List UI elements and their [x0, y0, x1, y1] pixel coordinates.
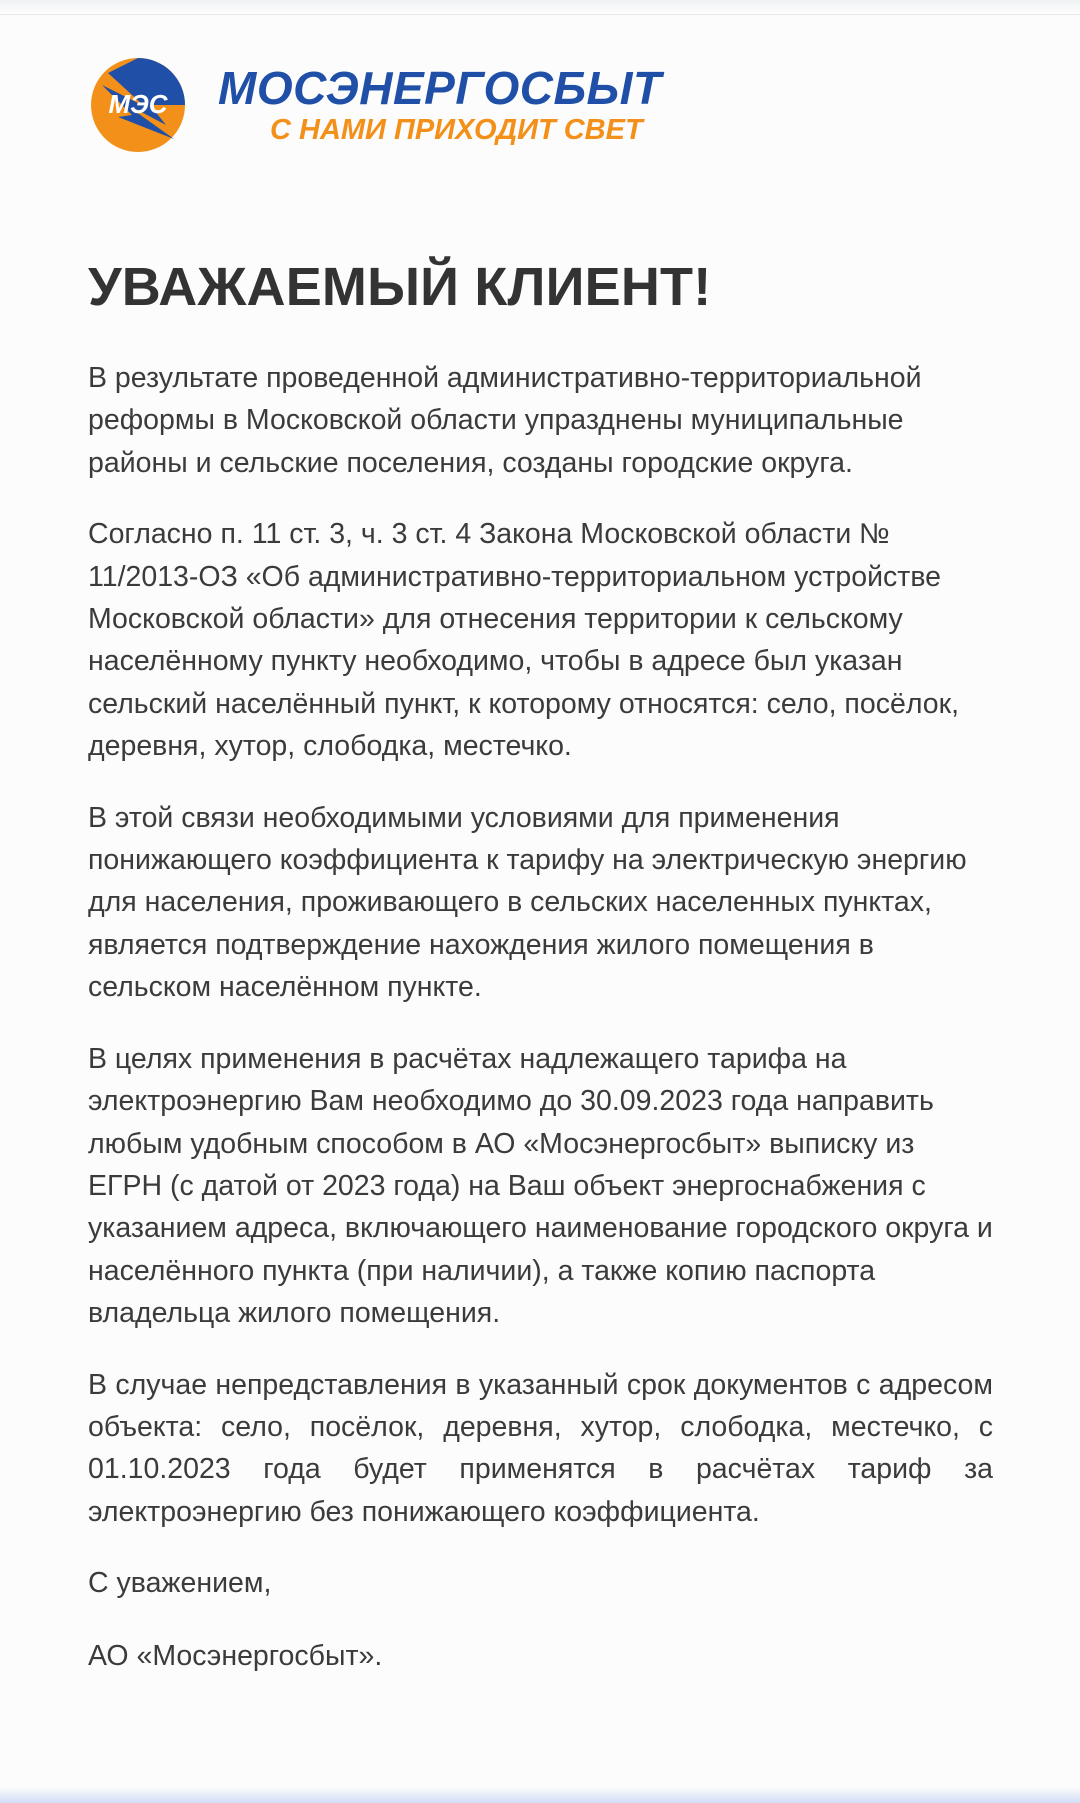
brand-name: МОСЭНЕРГОСБЫТ	[218, 62, 662, 114]
brand-tagline: С НАМИ ПРИХОДИТ СВЕТ	[270, 114, 643, 146]
mes-logo-icon	[88, 55, 188, 155]
logo-mark-text: МЭС	[108, 89, 168, 119]
paragraph-reform: В результате проведенной административно-территориальной реформы в Московской области упразднены муниципальные районы и сельские поселения, созданы городские округа.	[88, 362, 922, 479]
signature: АО «Мосэнергосбыт».	[88, 1639, 383, 1672]
paragraph-law: Согласно п. 11 ст. 3, ч. 3 ст. 4 Закона Московской области № 11/2013-ОЗ «Об административно-территориальном устройстве Московской области» для отнесения территории к сельскому населённому пункту необходимо, чтобы в адресе был указан сельский населённый пункт, к которому относятся: село, посёлок, деревня, хутор, слободка, местечко.	[88, 518, 960, 763]
bottom-edge	[0, 1787, 1080, 1803]
letter-body	[88, 255, 993, 1677]
top-edge	[0, 0, 1080, 15]
brand-block	[218, 63, 662, 147]
letter-header	[88, 55, 662, 155]
paragraph-consequence: В случае непредставления в указанный срок документов с адресом объекта: село, посёлок, деревня, хутор, слободка, местечко, с 01.10.2023 года будет применятся в расчётах тариф за электроэнергию без понижающего коэффициента.	[88, 1368, 993, 1528]
greeting-heading: УВАЖАЕМЫЙ КЛИЕНТ!	[88, 257, 712, 317]
signoff: С уважением,	[88, 1567, 272, 1600]
paragraph-conditions: В этой связи необходимыми условиями для применения понижающего коэффициента к тарифу на электрическую энергию для населения, проживающего в сельских населенных пунктах, является подтверждение нахождения жилого помещения в сельском населённом пункте.	[88, 801, 967, 1004]
paragraph-deadline: В целях применения в расчётах надлежащего тарифа на электроэнергию Вам необходимо до 30.09.2023 года направить любым удобным способом в АО «Мосэнергосбыт» выписку из ЕГРН (с датой от 2023 года) на Ваш объект энергоснабжения с указанием адреса, включающего наименование городского округа и населённого пункта (при наличии), а также копию паспорта владельца жилого помещения.	[88, 1042, 993, 1330]
